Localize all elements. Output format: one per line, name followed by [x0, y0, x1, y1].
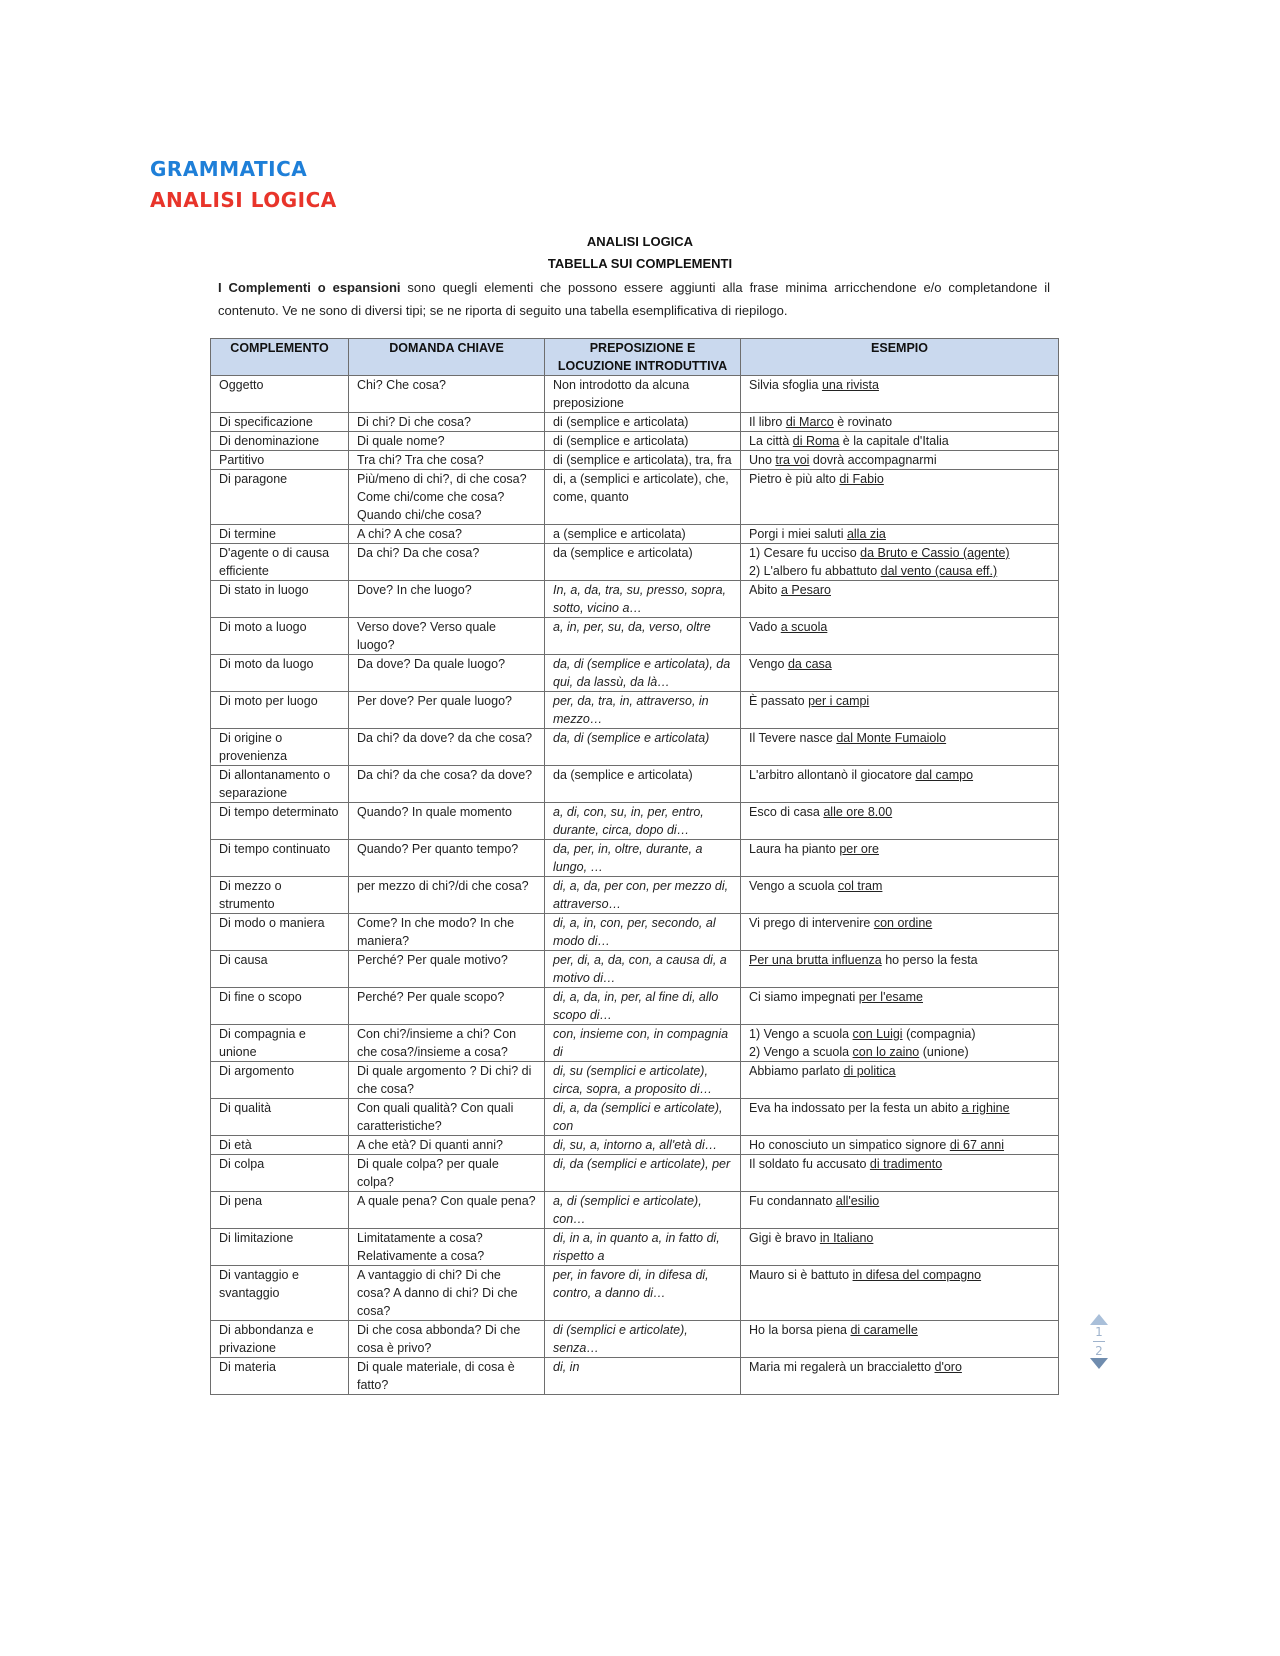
table-row	[211, 1358, 1059, 1395]
example-line	[749, 914, 1050, 932]
table-row	[211, 840, 1059, 877]
cell-domanda: Di quale colpa? per quale colpa?	[349, 1155, 545, 1192]
example-text: Eva ha indossato per la festa un abito	[749, 1101, 962, 1115]
example-line	[749, 655, 1050, 673]
example-text: Vengo a scuola	[749, 879, 838, 893]
example-highlight: per i campi	[808, 694, 870, 708]
header-domanda: DOMANDA CHIAVE	[349, 339, 545, 376]
cell-preposizione: di, a, da, per con, per mezzo di, attraverso…	[545, 877, 741, 914]
cell-esempio	[741, 1062, 1059, 1099]
cell-preposizione: di, a (semplici e articolate), che, come, quanto	[545, 470, 741, 525]
table-row	[211, 1321, 1059, 1358]
cell-domanda: Tra chi? Tra che cosa?	[349, 451, 545, 470]
cell-complemento: D'agente o di causa efficiente	[211, 544, 349, 581]
example-text: Vengo	[749, 657, 788, 671]
example-line	[749, 766, 1050, 784]
cell-complemento: Oggetto	[211, 376, 349, 413]
cell-complemento: Di specificazione	[211, 413, 349, 432]
cell-domanda: Di chi? Di che cosa?	[349, 413, 545, 432]
table-row	[211, 1099, 1059, 1136]
cell-preposizione: In, a, da, tra, su, presso, sopra, sotto, vicino a…	[545, 581, 741, 618]
cell-complemento: Di abbondanza e privazione	[211, 1321, 349, 1358]
table-row	[211, 655, 1059, 692]
table-row	[211, 914, 1059, 951]
table-row	[211, 470, 1059, 525]
cell-domanda: Di quale argomento ? Di chi? di che cosa?	[349, 1062, 545, 1099]
example-highlight: di caramelle	[850, 1323, 918, 1337]
example-line	[749, 451, 1050, 469]
example-text: Abbiamo parlato	[749, 1064, 844, 1078]
example-text: Fu condannato	[749, 1194, 836, 1208]
example-line	[749, 877, 1050, 895]
cell-domanda: per mezzo di chi?/di che cosa?	[349, 877, 545, 914]
example-highlight: con Luigi	[852, 1027, 903, 1041]
table-row	[211, 525, 1059, 544]
intro-text: sono quegli elementi che possono essere aggiunti alla frase minima arricchendone e/o completandone il contenuto. Ve ne sono di diversi tipi; se ne riporta di seguito una tabella esemplificativa di riepilogo.	[218, 280, 1051, 318]
cell-domanda: Più/meno di chi?, di che cosa? Come chi/come che cosa? Quando chi/che cosa?	[349, 470, 545, 525]
example-line	[749, 1266, 1050, 1284]
cell-complemento: Di colpa	[211, 1155, 349, 1192]
example-text: Esco di casa	[749, 805, 824, 819]
table-row	[211, 988, 1059, 1025]
cell-domanda: A quale pena? Con quale pena?	[349, 1192, 545, 1229]
example-highlight: con lo zaino	[852, 1045, 920, 1059]
example-highlight: una rivista	[821, 378, 879, 392]
example-line	[749, 729, 1050, 747]
cell-esempio	[741, 544, 1059, 581]
table-row	[211, 618, 1059, 655]
cell-complemento: Di paragone	[211, 470, 349, 525]
table-row	[211, 544, 1059, 581]
cell-preposizione: per, in favore di, in difesa di, contro, a danno di…	[545, 1266, 741, 1321]
cell-preposizione: di (semplici e articolate), senza…	[545, 1321, 741, 1358]
cell-preposizione: Non introdotto da alcuna preposizione	[545, 376, 741, 413]
cell-esempio	[741, 1358, 1059, 1395]
cell-esempio	[741, 470, 1059, 525]
example-text: Ho la borsa piena	[749, 1323, 851, 1337]
table-row	[211, 692, 1059, 729]
example-line	[749, 1192, 1050, 1210]
example-text: è la capitale d'Italia	[839, 434, 949, 448]
example-text: dovrà accompagnarmi	[809, 453, 937, 467]
table-row	[211, 766, 1059, 803]
cell-esempio	[741, 692, 1059, 729]
cell-esempio	[741, 618, 1059, 655]
example-text: Vado	[749, 620, 781, 634]
example-line	[749, 1155, 1050, 1173]
cell-domanda: Quando? Per quanto tempo?	[349, 840, 545, 877]
cell-preposizione: a (semplice e articolata)	[545, 525, 741, 544]
cell-preposizione: per, di, a, da, con, a causa di, a motivo di…	[545, 951, 741, 988]
example-text: (unione)	[919, 1045, 969, 1059]
complements-table	[210, 338, 1059, 1395]
example-line	[749, 470, 1050, 488]
example-highlight: d'oro	[934, 1360, 962, 1374]
cell-complemento: Di tempo continuato	[211, 840, 349, 877]
example-highlight: alla zia	[846, 527, 886, 541]
table-row	[211, 432, 1059, 451]
cell-complemento: Di modo o maniera	[211, 914, 349, 951]
example-text: Ho conosciuto un simpatico signore	[749, 1138, 950, 1152]
cell-esempio	[741, 432, 1059, 451]
cell-esempio	[741, 877, 1059, 914]
intro-bold: I Complementi o espansioni	[218, 280, 401, 295]
cell-esempio	[741, 1155, 1059, 1192]
example-highlight: a scuola	[780, 620, 828, 634]
cell-complemento: Di moto per luogo	[211, 692, 349, 729]
cell-domanda: A che età? Di quanti anni?	[349, 1136, 545, 1155]
example-highlight: a righine	[961, 1101, 1010, 1115]
cell-domanda: Con quali qualità? Con quali caratteristiche?	[349, 1099, 545, 1136]
cell-preposizione: con, insieme con, in compagnia di	[545, 1025, 741, 1062]
cell-preposizione: di, in	[545, 1358, 741, 1395]
cell-esempio	[741, 1229, 1059, 1266]
cell-domanda: Come? In che modo? In che maniera?	[349, 914, 545, 951]
example-text: La città	[749, 434, 793, 448]
cell-esempio	[741, 803, 1059, 840]
cell-complemento: Di fine o scopo	[211, 988, 349, 1025]
cell-complemento: Di vantaggio e svantaggio	[211, 1266, 349, 1321]
cell-domanda: Chi? Che cosa?	[349, 376, 545, 413]
table-row	[211, 1266, 1059, 1321]
cell-preposizione: di (semplice e articolata)	[545, 413, 741, 432]
example-text: Pietro è più alto	[749, 472, 840, 486]
cell-preposizione: da, di (semplice e articolata)	[545, 729, 741, 766]
example-text: È passato	[749, 694, 809, 708]
example-text: Il libro	[749, 415, 786, 429]
cell-esempio	[741, 1321, 1059, 1358]
example-highlight: col tram	[837, 879, 883, 893]
table-row	[211, 413, 1059, 432]
example-line	[749, 1136, 1050, 1154]
example-highlight: per ore	[839, 842, 879, 856]
example-highlight: Per una brutta influenza	[749, 953, 882, 967]
document-subtitle: TABELLA SUI COMPLEMENTI	[547, 256, 733, 271]
example-highlight: di tradimento	[869, 1157, 943, 1171]
cell-preposizione: di, in a, in quanto a, in fatto di, rispetto a	[545, 1229, 741, 1266]
example-line	[749, 562, 1050, 580]
cell-preposizione: da (semplice e articolata)	[545, 766, 741, 803]
cell-domanda: Limitatamente a cosa? Relativamente a cosa?	[349, 1229, 545, 1266]
cell-domanda: Da chi? da dove? da che cosa?	[349, 729, 545, 766]
example-highlight: di Fabio	[839, 472, 884, 486]
table-row	[211, 1025, 1059, 1062]
page-navigator	[1086, 1314, 1112, 1369]
table-row	[211, 451, 1059, 470]
cell-esempio	[741, 1136, 1059, 1155]
cell-esempio	[741, 1266, 1059, 1321]
example-line	[749, 432, 1050, 450]
example-line	[749, 692, 1050, 710]
example-text: Gigi è bravo	[749, 1231, 820, 1245]
example-line	[749, 525, 1050, 543]
cell-esempio	[741, 581, 1059, 618]
header-preposizione: PREPOSIZIONE E LOCUZIONE INTRODUTTIVA	[545, 339, 741, 376]
page-divider	[1093, 1341, 1105, 1342]
cell-esempio	[741, 729, 1059, 766]
table-row	[211, 729, 1059, 766]
example-highlight: da casa	[787, 657, 832, 671]
example-line	[749, 581, 1050, 599]
example-highlight: alle ore 8.00	[823, 805, 893, 819]
example-highlight: dal campo	[915, 768, 974, 782]
cell-domanda: A vantaggio di chi? Di che cosa? A danno di chi? Di che cosa?	[349, 1266, 545, 1321]
cell-domanda: Di quale nome?	[349, 432, 545, 451]
cell-preposizione: a, di (semplici e articolate), con…	[545, 1192, 741, 1229]
table-body	[211, 376, 1059, 1395]
cell-preposizione: di, a, da, in, per, al fine di, allo scopo di…	[545, 988, 741, 1025]
current-page: 1	[1095, 1325, 1103, 1339]
total-pages: 2	[1095, 1344, 1103, 1358]
example-line	[749, 1321, 1050, 1339]
cell-domanda: Perché? Per quale scopo?	[349, 988, 545, 1025]
example-highlight: all'esilio	[835, 1194, 880, 1208]
example-text: L'arbitro allontanò il giocatore	[749, 768, 916, 782]
table-header-row	[211, 339, 1059, 376]
cell-complemento: Partitivo	[211, 451, 349, 470]
example-text: 2) Vengo a scuola	[749, 1045, 853, 1059]
table-row	[211, 877, 1059, 914]
example-text: 1) Vengo a scuola	[749, 1027, 853, 1041]
example-highlight: in difesa del compagno	[852, 1268, 982, 1282]
cell-preposizione: per, da, tra, in, attraverso, in mezzo…	[545, 692, 741, 729]
topic-heading: ANALISI LOGICA	[150, 188, 337, 212]
table-row	[211, 1229, 1059, 1266]
example-text: Maria mi regalerà un braccialetto	[749, 1360, 935, 1374]
example-highlight: di politica	[843, 1064, 896, 1078]
example-line	[749, 1025, 1050, 1043]
cell-domanda: A chi? A che cosa?	[349, 525, 545, 544]
example-text: è rovinato	[833, 415, 893, 429]
cell-complemento: Di stato in luogo	[211, 581, 349, 618]
cell-complemento: Di limitazione	[211, 1229, 349, 1266]
cell-esempio	[741, 988, 1059, 1025]
cell-complemento: Di termine	[211, 525, 349, 544]
cell-domanda: Quando? In quale momento	[349, 803, 545, 840]
cell-esempio	[741, 914, 1059, 951]
example-text: Il soldato fu accusato	[749, 1157, 870, 1171]
cell-esempio	[741, 655, 1059, 692]
example-text: ho perso la festa	[881, 953, 978, 967]
cell-preposizione: di, a, in, con, per, secondo, al modo di…	[545, 914, 741, 951]
cell-preposizione: a, in, per, su, da, verso, oltre	[545, 618, 741, 655]
example-line	[749, 988, 1050, 1006]
cell-preposizione: di (semplice e articolata), tra, fra	[545, 451, 741, 470]
example-line	[749, 618, 1050, 636]
page-up-icon[interactable]	[1090, 1314, 1108, 1325]
example-text: Vi prego di intervenire	[749, 916, 874, 930]
example-text: (compagnia)	[902, 1027, 976, 1041]
cell-complemento: Di allontanamento o separazione	[211, 766, 349, 803]
cell-complemento: Di argomento	[211, 1062, 349, 1099]
example-text: Mauro si è battuto	[749, 1268, 853, 1282]
example-text: Ci siamo impegnati	[749, 990, 859, 1004]
table-row	[211, 951, 1059, 988]
example-text: Silvia sfoglia	[749, 378, 822, 392]
example-line	[749, 1229, 1050, 1247]
cell-preposizione: di, su, a, intorno a, all'età di…	[545, 1136, 741, 1155]
cell-complemento: Di età	[211, 1136, 349, 1155]
subject-heading: GRAMMATICA	[150, 157, 308, 181]
table-row	[211, 1192, 1059, 1229]
cell-domanda: Di quale materiale, di cosa è fatto?	[349, 1358, 545, 1395]
cell-complemento: Di qualità	[211, 1099, 349, 1136]
table-row	[211, 1136, 1059, 1155]
cell-preposizione: da, di (semplice e articolata), da qui, da lassù, da là…	[545, 655, 741, 692]
example-highlight: in Italiano	[819, 1231, 874, 1245]
example-line	[749, 544, 1050, 562]
document-title: ANALISI LOGICA	[586, 234, 694, 249]
cell-esempio	[741, 525, 1059, 544]
example-line	[749, 840, 1050, 858]
example-highlight: dal Monte Fumaiolo	[836, 731, 947, 745]
cell-complemento: Di materia	[211, 1358, 349, 1395]
cell-complemento: Di moto a luogo	[211, 618, 349, 655]
example-text: 1) Cesare fu ucciso	[749, 546, 861, 560]
cell-domanda: Perché? Per quale motivo?	[349, 951, 545, 988]
cell-complemento: Di pena	[211, 1192, 349, 1229]
example-highlight: da Bruto e Cassio (agente)	[860, 546, 1010, 560]
cell-preposizione: da (semplice e articolata)	[545, 544, 741, 581]
cell-preposizione: a, di, con, su, in, per, entro, durante, circa, dopo di…	[545, 803, 741, 840]
cell-domanda: Da chi? Da che cosa?	[349, 544, 545, 581]
example-line	[749, 1043, 1050, 1061]
cell-domanda: Dove? In che luogo?	[349, 581, 545, 618]
example-highlight: di Roma	[792, 434, 840, 448]
example-line	[749, 1099, 1050, 1117]
example-text: Porgi i miei saluti	[749, 527, 847, 541]
example-highlight: per l'esame	[858, 990, 923, 1004]
table-row	[211, 1062, 1059, 1099]
header-complemento: COMPLEMENTO	[211, 339, 349, 376]
cell-complemento: Di mezzo o strumento	[211, 877, 349, 914]
cell-domanda: Di che cosa abbonda? Di che cosa è privo?	[349, 1321, 545, 1358]
cell-domanda: Da chi? da che cosa? da dove?	[349, 766, 545, 803]
example-highlight: di 67 anni	[949, 1138, 1005, 1152]
cell-esempio	[741, 1192, 1059, 1229]
header-esempio: ESEMPIO	[741, 339, 1059, 376]
cell-esempio	[741, 1025, 1059, 1062]
example-text: Laura ha pianto	[749, 842, 840, 856]
cell-domanda: Verso dove? Verso quale luogo?	[349, 618, 545, 655]
cell-esempio	[741, 413, 1059, 432]
cell-domanda: Con chi?/insieme a chi? Con che cosa?/insieme a cosa?	[349, 1025, 545, 1062]
example-line	[749, 413, 1050, 431]
cell-esempio	[741, 766, 1059, 803]
cell-domanda: Per dove? Per quale luogo?	[349, 692, 545, 729]
cell-preposizione: di, da (semplici e articolate), per	[545, 1155, 741, 1192]
example-text: Il Tevere nasce	[749, 731, 837, 745]
cell-preposizione: di, a, da (semplici e articolate), con	[545, 1099, 741, 1136]
example-line	[749, 1358, 1050, 1376]
example-highlight: di Marco	[785, 415, 834, 429]
cell-preposizione: da, per, in, oltre, durante, a lungo, …	[545, 840, 741, 877]
table-row	[211, 803, 1059, 840]
example-highlight: tra voi	[775, 453, 810, 467]
intro-paragraph	[218, 276, 1050, 322]
cell-domanda: Da dove? Da quale luogo?	[349, 655, 545, 692]
cell-esempio	[741, 840, 1059, 877]
example-text: Uno	[749, 453, 776, 467]
cell-complemento: Di origine o provenienza	[211, 729, 349, 766]
cell-esempio	[741, 376, 1059, 413]
example-line	[749, 803, 1050, 821]
cell-esempio	[741, 451, 1059, 470]
cell-complemento: Di moto da luogo	[211, 655, 349, 692]
cell-esempio	[741, 951, 1059, 988]
example-line	[749, 376, 1050, 394]
table-row	[211, 581, 1059, 618]
example-highlight: dal vento (causa eff.)	[880, 564, 998, 578]
cell-preposizione: di, su (semplici e articolate), circa, sopra, a proposito di…	[545, 1062, 741, 1099]
example-line	[749, 951, 1050, 969]
table-row	[211, 1155, 1059, 1192]
example-line	[749, 1062, 1050, 1080]
cell-complemento: Di denominazione	[211, 432, 349, 451]
example-highlight: con ordine	[873, 916, 933, 930]
cell-complemento: Di compagnia e unione	[211, 1025, 349, 1062]
table-row	[211, 376, 1059, 413]
cell-complemento: Di causa	[211, 951, 349, 988]
page-down-icon[interactable]	[1090, 1358, 1108, 1369]
cell-preposizione: di (semplice e articolata)	[545, 432, 741, 451]
example-highlight: a Pesaro	[780, 583, 831, 597]
cell-complemento: Di tempo determinato	[211, 803, 349, 840]
cell-esempio	[741, 1099, 1059, 1136]
example-text: 2) L'albero fu abbattuto	[749, 564, 881, 578]
example-text: Abito	[749, 583, 781, 597]
